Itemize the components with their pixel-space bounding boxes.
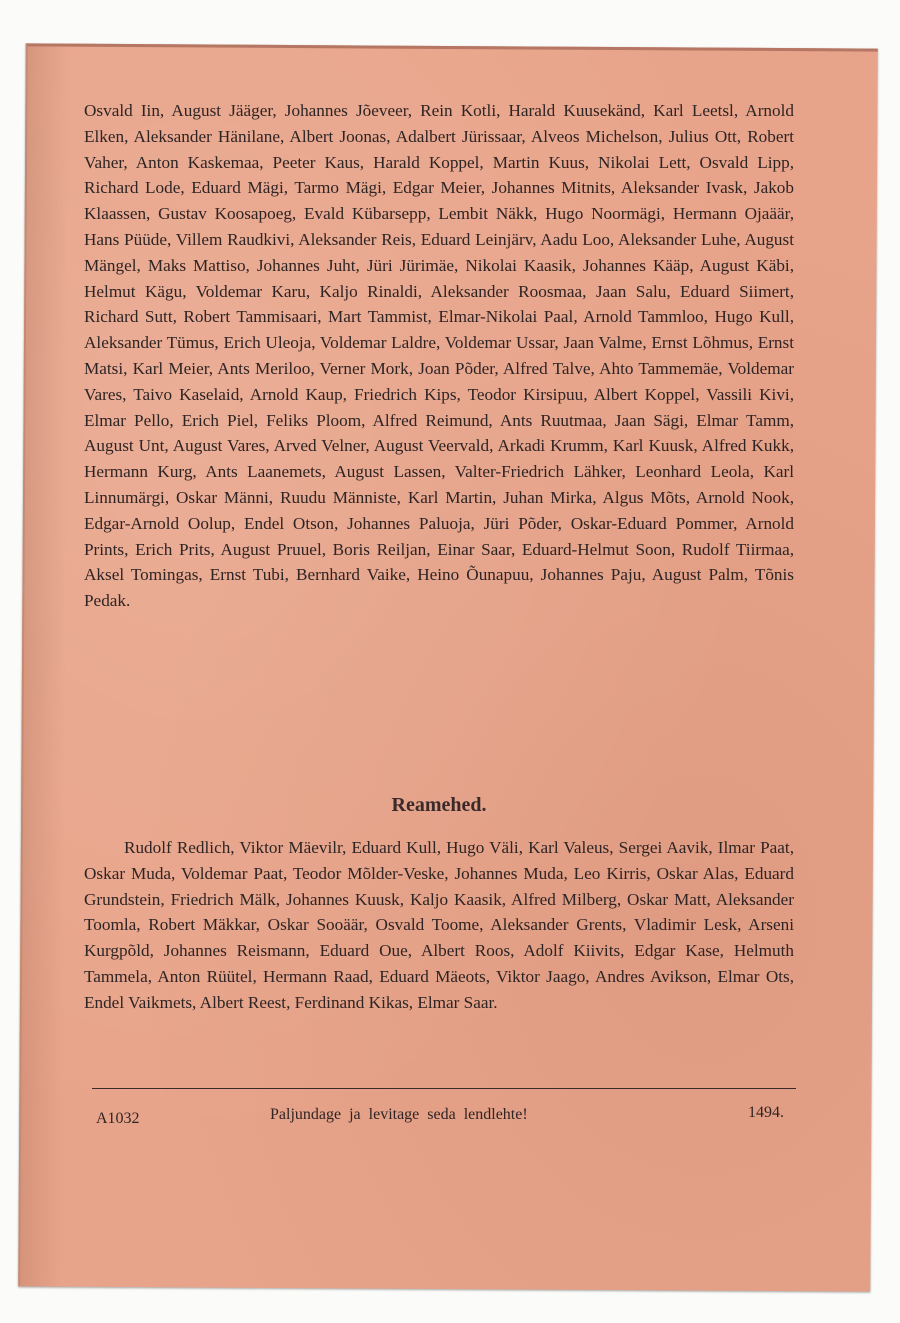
- footer-divider: [92, 1088, 796, 1089]
- paper-edge-shade: [20, 46, 70, 1286]
- reserve-heading: Reamehed.: [391, 794, 487, 816]
- footer-slogan: Paljundage ja levitage seda lendlehte!: [270, 1106, 528, 1123]
- footer-code: A1032: [96, 1110, 140, 1127]
- footer-number: 1494.: [748, 1104, 784, 1121]
- reserve-names-paragraph: Rudolf Redlich, Viktor Mäevilr, Eduard Kull, Hugo Väli, Karl Valeus, Sergei Aavik, Ilmar Paat, Oskar Muda, Voldemar Paat, Teodor Mõlder-Veske, Johannes Muda, Leo Kirris, Oskar Alas, Eduard Grundstein, Friedrich Mälk, Johannes Kuusk, Kaljo Kaasik, Alfred Milberg, Oskar Matt, Aleksander Toomla, Robert Mäkkar, Oskar Sooäär, Osvald Toome, Aleksander Grents, Vladimir Lesk, Arseni Kurgpõld, Johannes Reismann, Eduard Oue, Albert Roos, Adolf Kiivits, Edgar Kase, Helmuth Tammela, Anton Rüütel, Hermann Raad, Eduard Mäeots, Viktor Jaago, Andres Avikson, Elmar Ots, Endel Vaikmets, Albert Reest, Ferdinand Kikas, Elmar Saar.: [84, 838, 794, 1012]
- names-paragraph: Osvald Iin, August Jääger, Johannes Jõeveer, Rein Kotli, Harald Kuusekänd, Karl Leetsl, Arnold Elken, Aleksander Hänilane, Albert Joonas, Adalbert Jürissaar, Alveos Michelson, Julius Ott, Robert Vaher, Anton Kaskemaa, Peeter Kaus, Harald Koppel, Martin Kuus, Nikolai Lett, Osvald Lipp, Richard Lode, Eduard Mägi, Tarmo Mägi, Edgar Meier, Johannes Mitnits, Aleksander Ivask, Jakob Klaassen, Gustav Koosapoeg, Evald Kübarsepp, Lembit Näkk, Hugo Noormägi, Hermann Ojaäär, Hans Püüde, Villem Raudkivi, Aleksander Reis, Eduard Leinjärv, Aadu Loo, Aleksander Luhe, August Mängel, Maks Mattiso, Johannes Juht, Jüri Jürimäe, Nikolai Kaasik, Johannes Kääp, August Käbi, Helmut Kägu, Voldemar Karu, Kaljo Rinaldi, Aleksander Roosmaa, Jaan Salu, Eduard Siimert, Richard Sutt, Robert Tammisaari, Mart Tammist, Elmar-Nikolai Paal, Arnold Tammloo, Hugo Kull, Aleksander Tümus, Erich Uleoja, Voldemar Laldre, Voldemar Ussar, Jaan Valme, Ernst Lõhmus, Ernst Matsi, Karl Meier, Ants Meriloo, Verner Mork, Joan Põder, Alfred Talve, Ahto Tammemäe, Voldemar Vares, Taivo Kaselaid, Arnold Kaup, Friedrich Kips, Teodor Kirsipuu, Albert Koppel, Vassili Kivi, Elmar Pello, Erich Piel, Feliks Ploom, Alfred Reimund, Ants Ruutmaa, Jaan Sägi, Elmar Tamm, August Unt, August Vares, Arved Velner, August Veervald, Arkadi Krumm, Karl Kuusk, Alfred Kukk, Hermann Kurg, Ants Laanemets, August Lassen, Valter-Friedrich Lähker, Leonhard Leola, Karl Linnumärgi, Oskar Männi, Ruudu Männiste, Karl Martin, Juhan Mirka, Algus Mõts, Arnold Nook, Edgar-Arnold Oolup, Endel Otson, Johannes Paluoja, Jüri Põder, Oskar-Eduard Pommer, Arnold Prints, Erich Prits, August Pruuel, Boris Reiljan, Einar Saar, Eduard-Helmut Soon, Rudolf Tiirmaa, Aksel Tomingas, Ernst Tubi, Bernhard Vaike, Heino Õunapuu, Johannes Paju, August Palm, Tõnis Pedak.: [84, 101, 794, 611]
